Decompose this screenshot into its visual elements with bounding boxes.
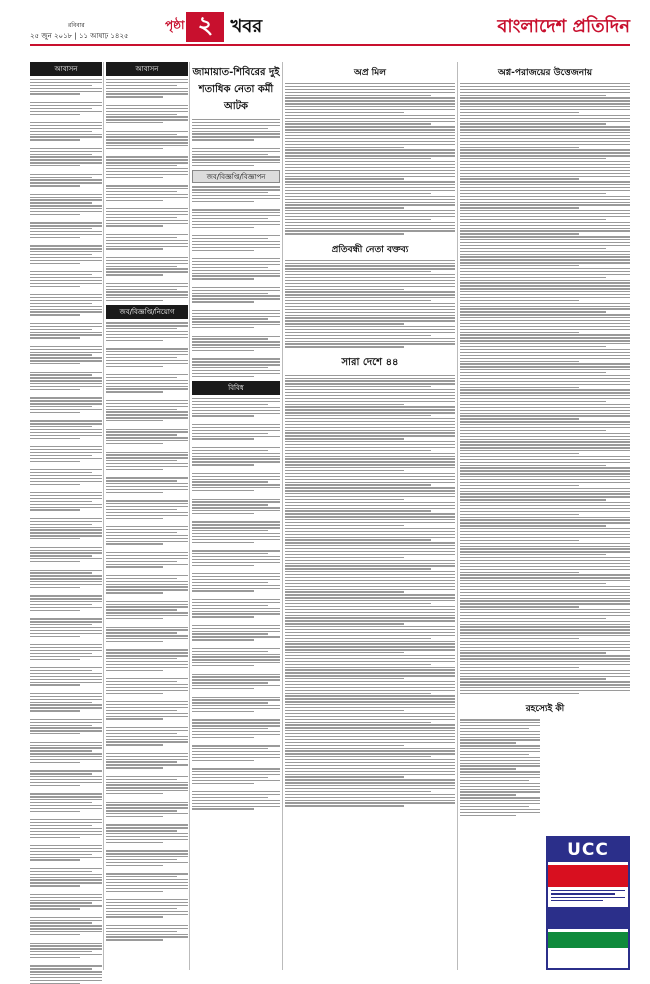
headline: রহস্যেই কী	[525, 704, 565, 715]
header-rule	[30, 44, 630, 46]
article-text	[460, 83, 630, 694]
section-heading: জব/বিজ্ঞপ্তি/নিয়োগ	[106, 305, 188, 319]
ad-banner	[548, 907, 628, 929]
header-weekday: রবিবার	[68, 22, 85, 29]
header-date: ২৫ জুন ২০১৮ | ১১ আষাঢ় ১৪২৫	[30, 32, 129, 40]
classifieds-column-2	[106, 62, 188, 941]
headline: প্রতিবন্ধী নেতা বক্তব্য	[331, 244, 409, 255]
section-heading: আবাসন	[30, 62, 102, 76]
article-text	[460, 719, 540, 816]
classified-text	[106, 79, 188, 301]
article-text	[192, 119, 280, 166]
headline: সারা দেশে ৪৪	[341, 356, 399, 368]
section-title: খবর	[230, 15, 263, 37]
article-text	[285, 83, 455, 235]
news-column-5	[460, 62, 630, 816]
ucc-advertisement[interactable]	[546, 836, 630, 970]
headline: অগ্ন-পরাজয়ের উত্তেজনায়	[497, 68, 593, 78]
page-label: পৃষ্ঠা	[165, 18, 185, 32]
page-number: ২	[186, 12, 224, 42]
page-number-box	[165, 12, 262, 42]
classified-text	[192, 186, 280, 377]
column-divider	[103, 62, 104, 970]
masthead-logo: বাংলাদেশ প্রতিদিন	[497, 16, 630, 37]
classified-text	[30, 79, 102, 984]
article-text	[285, 260, 455, 348]
column-divider	[189, 62, 190, 970]
section-heading: জব/বিজ্ঞপ্তি/বিজ্ঞাপন	[192, 170, 280, 183]
news-column-4	[285, 62, 455, 807]
column-divider	[282, 62, 283, 970]
section-heading: আবাসন	[106, 62, 188, 76]
classified-text	[192, 398, 280, 810]
classified-text	[106, 322, 188, 940]
ad-text	[548, 887, 628, 904]
section-heading: বিবিধ	[192, 381, 280, 395]
headline: জামায়াত-শিবিরের দুই শতাধিক নেতা কর্মী আটক	[192, 67, 280, 112]
section-title-news: অপ্র মিল	[354, 68, 386, 78]
ad-banner	[548, 932, 628, 948]
news-column-3	[192, 62, 280, 810]
ad-brand-logo: UCC	[548, 838, 628, 862]
classifieds-column-1	[30, 62, 102, 984]
article-text	[285, 375, 455, 807]
ad-banner	[548, 865, 628, 887]
column-divider	[457, 62, 458, 970]
page-header	[30, 10, 630, 62]
